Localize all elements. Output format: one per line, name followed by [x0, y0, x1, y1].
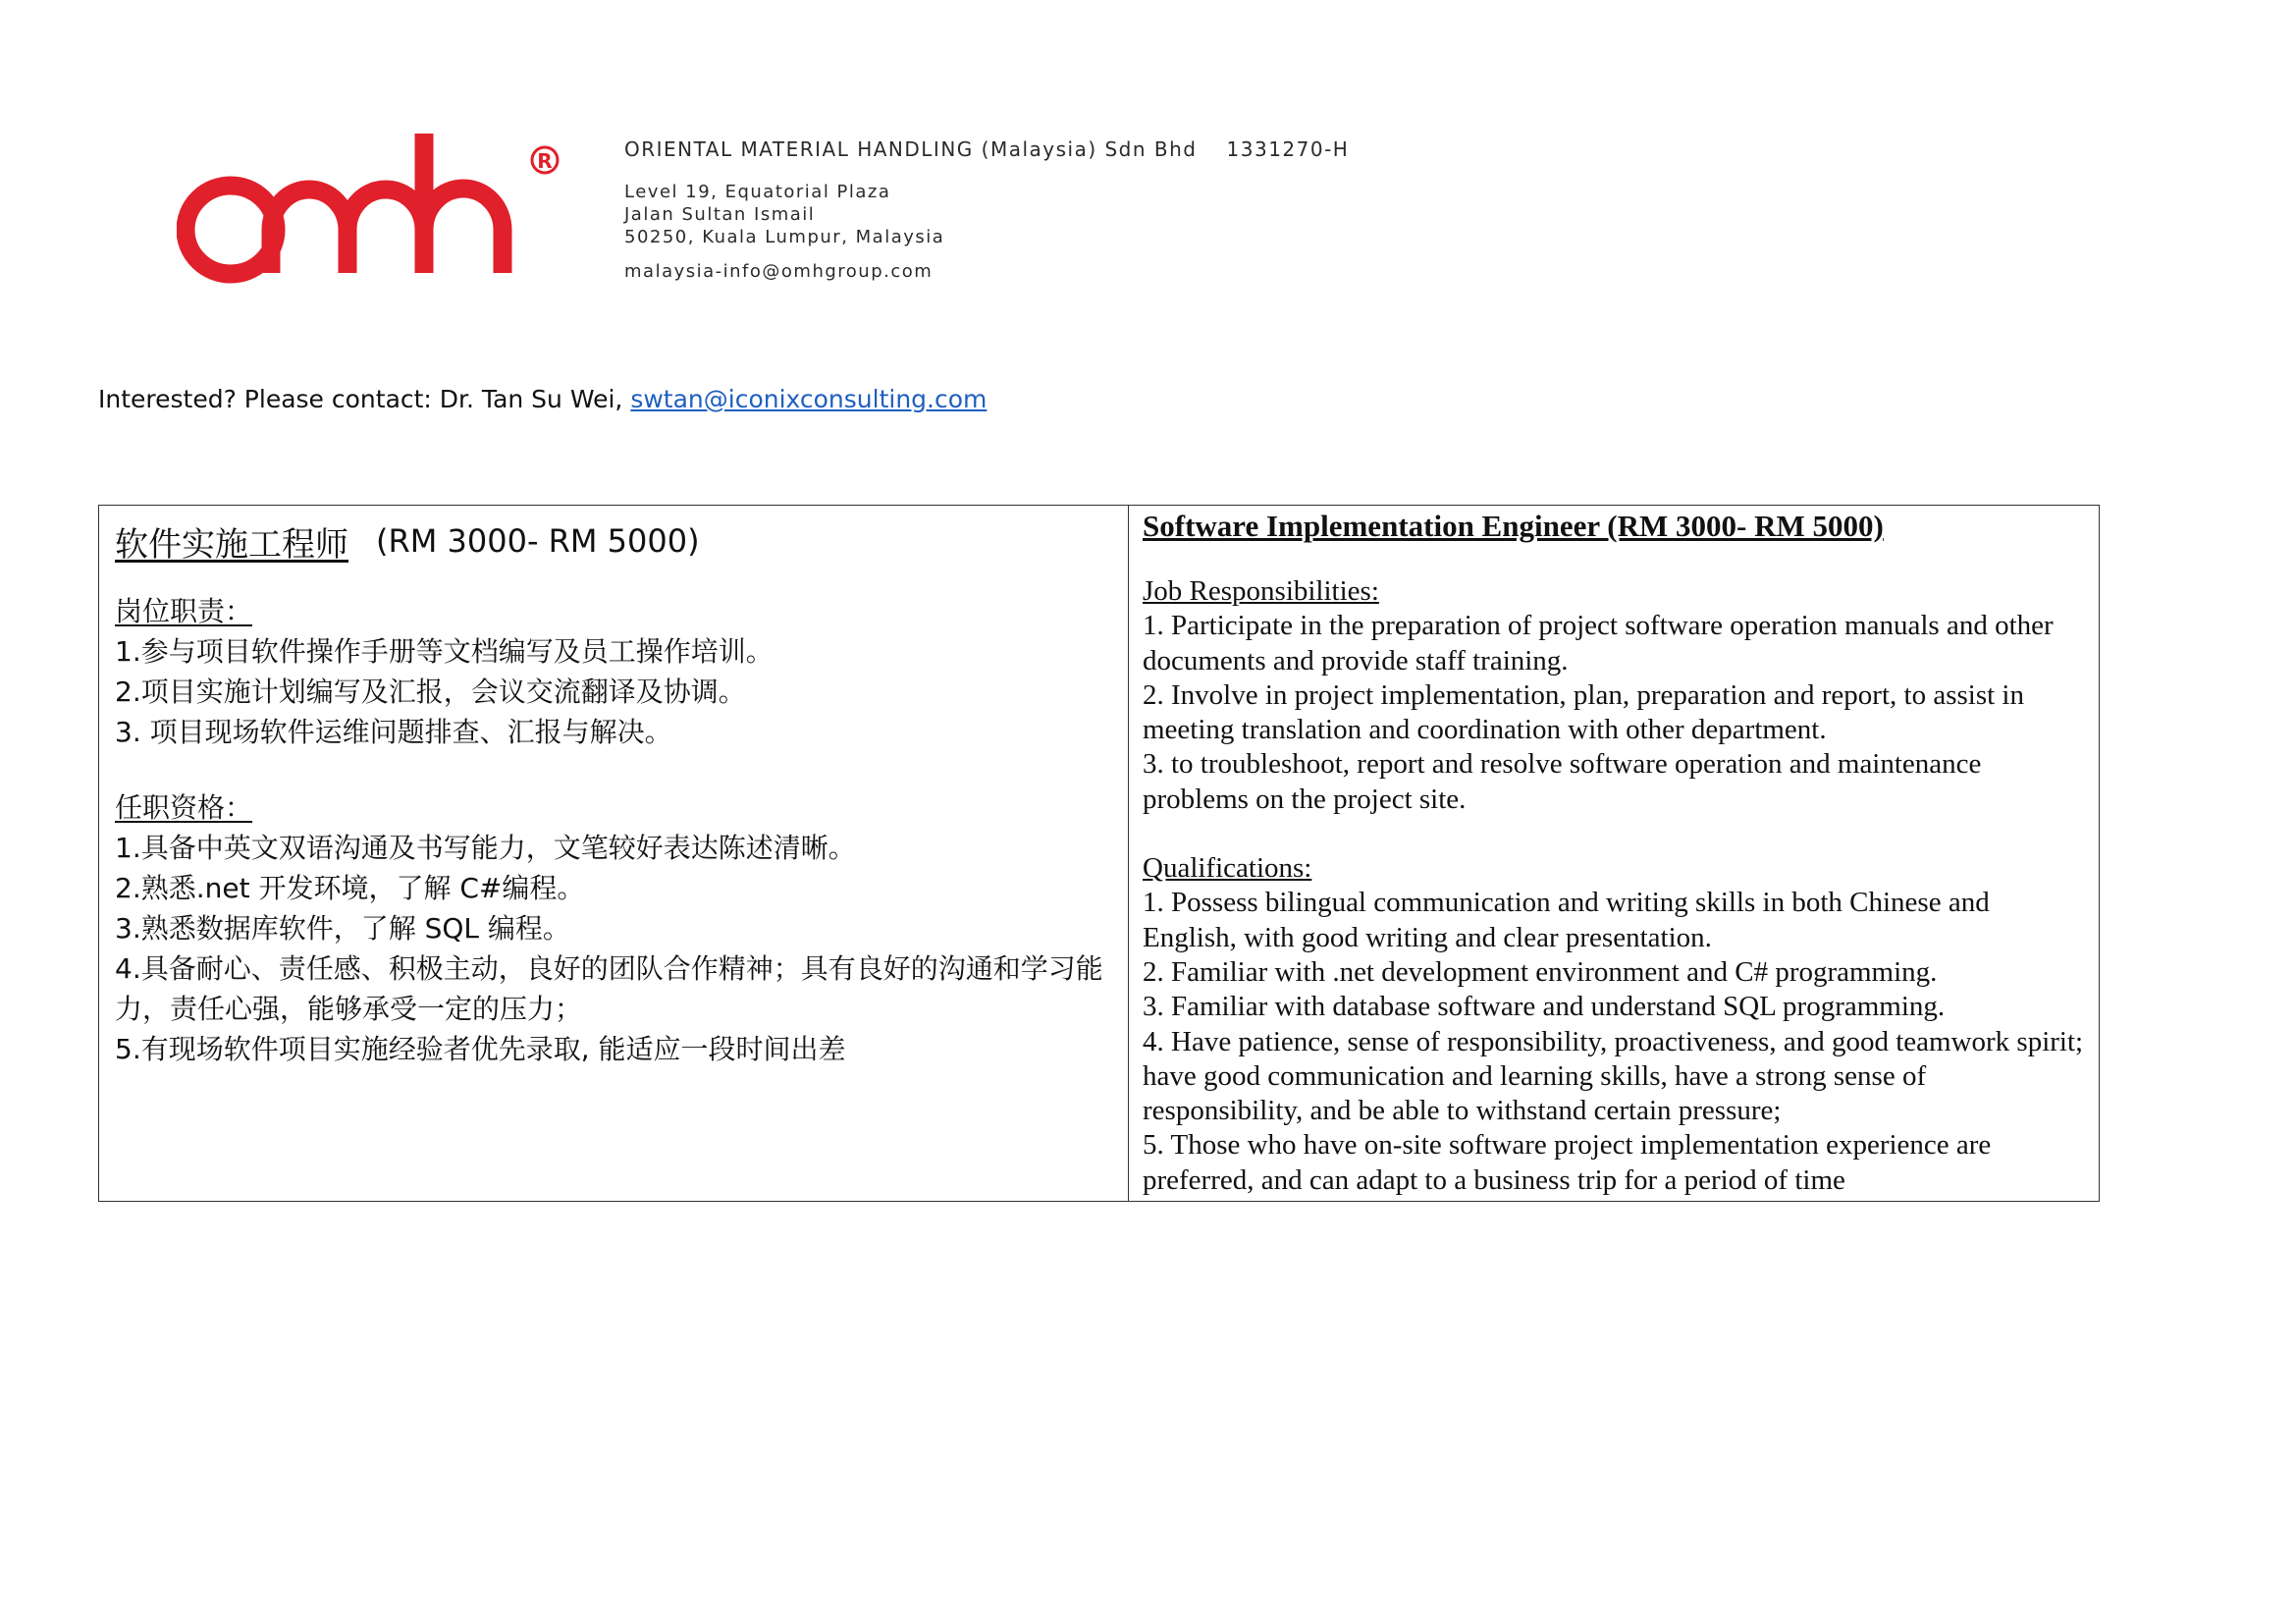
en-job-title: Software Implementation Engineer (RM 3000- RM 5000): [1143, 509, 1884, 543]
chinese-column: [99, 506, 1129, 1201]
company-address: [624, 181, 1349, 248]
list-item: 3.熟悉数据库软件，了解 SQL 编程。: [115, 912, 570, 945]
contact-prefix: Interested? Please contact: Dr. Tan Su Wei,: [98, 385, 631, 413]
zh-responsibilities-heading: 岗位职责：: [115, 595, 253, 627]
list-item: 2.熟悉.net 开发环境，了解 C#编程。: [115, 872, 585, 904]
en-qualifications-heading: Qualifications:: [1143, 852, 1312, 885]
zh-title-row: [115, 512, 1128, 570]
list-item: 4. Have patience, sense of responsibility, proactiveness, and good teamwork spirit; have good communication and learning skills, have a strong sense of responsibility, and be able to withstand certain pressure;: [1143, 1025, 2084, 1127]
company-email: malaysia-info@omhgroup.com: [624, 261, 934, 282]
address-line: Jalan Sultan Ismail: [624, 204, 816, 225]
list-item: 5.有现场软件项目实施经验者优先录取, 能适应一段时间出差: [115, 1033, 846, 1065]
zh-qualifications-heading: 任职资格：: [115, 791, 253, 824]
list-item: 3. 项目现场软件运维问题排查、汇报与解决。: [115, 716, 672, 748]
list-item: 4.具备耐心、责任感、积极主动，良好的团队合作精神；具有良好的沟通和学习能力，责任心强，能够承受一定的压力；: [115, 952, 1103, 1025]
list-item: 3. Familiar with database software and understand SQL programming.: [1143, 991, 1946, 1023]
svg-text:R: R: [537, 149, 553, 173]
list-item: 3. to troubleshoot, report and resolve software operation and maintenance problems on the project site.: [1143, 748, 1982, 815]
list-item: 1. Possess bilingual communication and writing skills in both Chinese and English, with good writing and clear presentation.: [1143, 887, 1990, 953]
omh-logo: [177, 132, 564, 289]
company-info: [624, 137, 1349, 282]
address-line: Level 19, Equatorial Plaza: [624, 182, 891, 202]
zh-qualifications-list: [115, 828, 1128, 1069]
company-name-line: [624, 137, 1349, 161]
address-line: 50250, Kuala Lumpur, Malaysia: [624, 227, 945, 247]
company-name: ORIENTAL MATERIAL HANDLING (Malaysia) Sdn Bhd: [624, 137, 1198, 161]
english-column: [1129, 506, 2099, 1201]
zh-responsibilities-list: [115, 631, 1128, 752]
registration-number: 1331270-H: [1226, 137, 1350, 161]
list-item: 1.参与项目软件操作手册等文档编写及员工操作培训。: [115, 635, 774, 668]
list-item: 2.项目实施计划编写及汇报，会议交流翻译及协调。: [115, 676, 746, 708]
job-description-table: [98, 505, 2100, 1202]
en-qualifications-list: [1143, 886, 2099, 1198]
en-responsibilities-list: [1143, 609, 2099, 817]
list-item: 1. Participate in the preparation of project software operation manuals and other documents and provide staff training.: [1143, 610, 2054, 676]
contact-email-link[interactable]: swtan@iconixconsulting.com: [630, 385, 988, 413]
list-item: 1.具备中英文双语沟通及书写能力，文笔较好表达陈述清晰。: [115, 832, 856, 864]
contact-line: [98, 385, 987, 413]
zh-salary: (RM 3000- RM 5000): [376, 522, 700, 560]
list-item: 2. Involve in project implementation, plan, preparation and report, to assist in meeting translation and coordination with other department.: [1143, 678, 2024, 746]
en-responsibilities-heading: Job Responsibilities:: [1143, 575, 1379, 607]
zh-job-title: 软件实施工程师: [115, 524, 348, 565]
list-item: 2. Familiar with .net development environment and C# programming.: [1143, 955, 1938, 988]
list-item: 5. Those who have on-site software project implementation experience are preferred, and can adapt to a business trip for a period of time: [1143, 1129, 1992, 1196]
